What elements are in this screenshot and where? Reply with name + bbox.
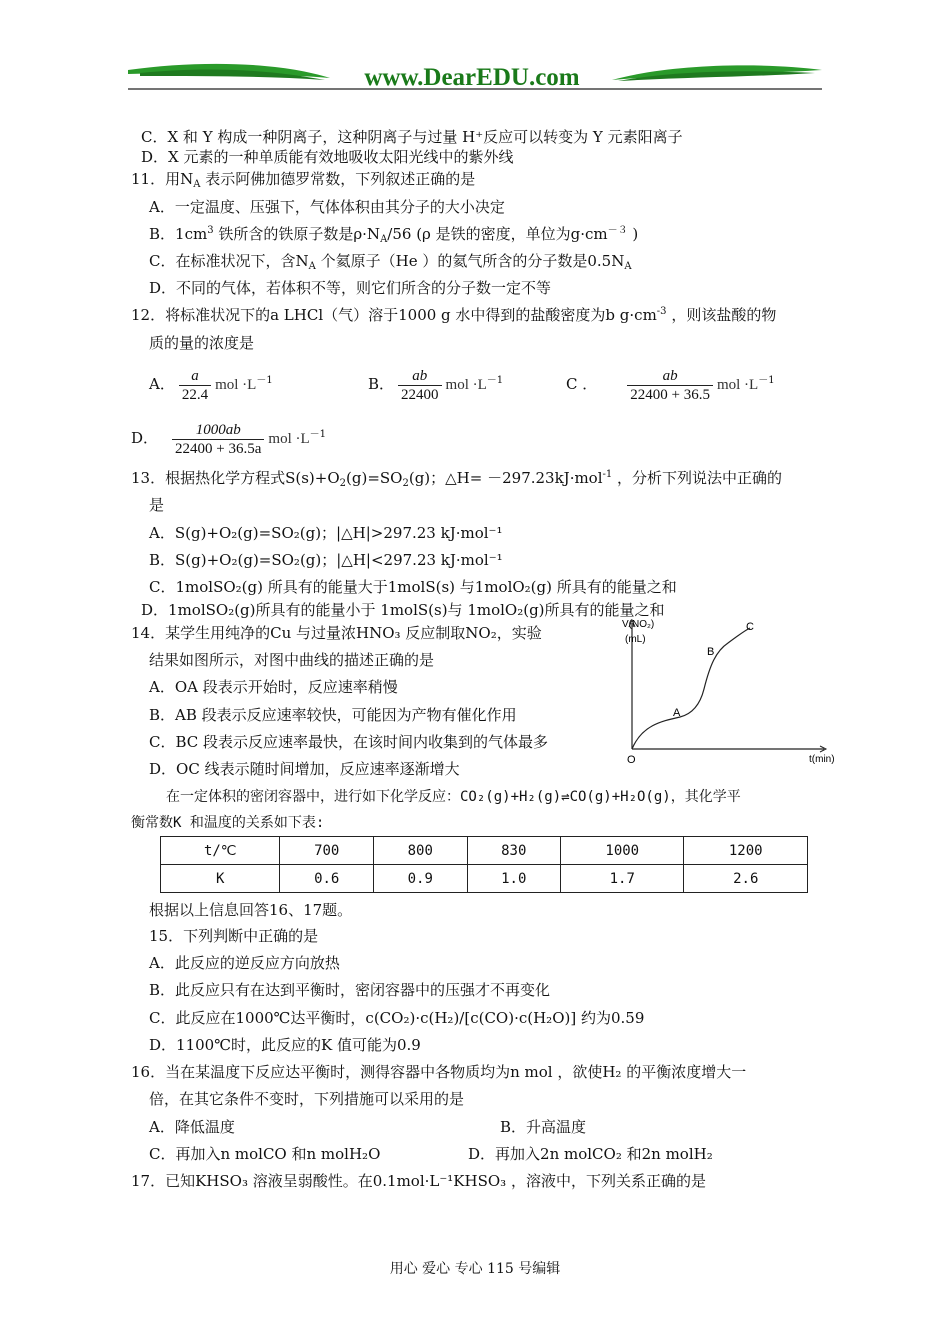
table-cell: 0.9	[373, 865, 467, 893]
q12-stem-line2: 质的量的浓度是	[149, 334, 255, 352]
q13-option-a: A．S(g)+O₂(g)=SO₂(g)；|△H|>297.23 kJ·mol⁻¹	[149, 524, 503, 542]
point-a-label: A	[673, 707, 681, 719]
q16-option-d: D．再加入2n molCO₂ 和2n molH₂	[468, 1145, 713, 1163]
table-row	[161, 865, 808, 893]
q10-option-d: D．X 元素的一种单质能有效地吸收太阳光线中的紫外线	[141, 148, 514, 166]
q15-option-d: D．1100℃时，此反应的K 值可能为0.9	[149, 1036, 421, 1054]
table-cell: 2.6	[684, 865, 808, 893]
q10-option-c: C．X 和 Y 构成一种阴离子，这种阴离子与过量 H⁺反应可以转变为 Y 元素阳离子	[141, 128, 683, 146]
q13-stem: 13．根据热化学方程式$S(s)+O_2(g)=SO_2(g)$；△H= －297.23kJ·mol$^{-1}$ ，分析下列说法中正确的	[131, 469, 783, 489]
page-footer: 用心 爱心 专心 115 号编辑	[389, 1261, 561, 1277]
q15-stem: 15．下列判断中正确的是	[149, 927, 319, 945]
q14-option-a: A．OA 段表示开始时，反应速率稍慢	[149, 678, 398, 696]
after-table-note: 根据以上信息回答16、17题。	[149, 901, 353, 919]
table-cell: K	[161, 865, 280, 893]
reaction-intro: 在一定体积的密闭容器中，进行如下化学反应：CO₂(g)+H₂(g)⇌CO(g)+H₂O(g)，其化学平	[166, 789, 741, 805]
q12-option-c: C ． $\frac{ab}{22400 + 36.5}$ mol $\cdot L^{-1}$	[566, 367, 775, 403]
q16-option-c: C．再加入n molCO 和n molH₂O	[149, 1145, 381, 1163]
q14-option-c: C．BC 段表示反应速率最快，在该时间内收集到的气体最多	[149, 733, 549, 751]
table-cell: 700	[280, 837, 374, 865]
fraction: $\frac{1000ab}{22400 + 36.5a}$	[172, 421, 264, 458]
q14-stem-line2: 结果如图所示，对图中曲线的描述正确的是	[149, 651, 435, 669]
origin-label: O	[627, 754, 636, 766]
y-axis-unit: (mL)	[625, 634, 646, 645]
table-cell: 800	[373, 837, 467, 865]
table-cell: 1.0	[467, 865, 561, 893]
fraction: $\frac{ab}{22400}$	[398, 367, 442, 404]
y-axis-label: V(NO₂)	[622, 619, 655, 630]
point-c-label: C	[746, 621, 754, 633]
header-banner	[0, 0, 950, 100]
q11-stem: 11．用$N_A$ 表示阿佛加德罗常数，下列叙述正确的是	[131, 170, 476, 190]
q16-stem: 16．当在某温度下反应达平衡时，测得容器中各物质均为n mol ，欲使H₂ 的平衡浓度增大一	[131, 1063, 747, 1081]
point-b-label: B	[707, 646, 715, 658]
q15-option-a: A．此反应的逆反应方向放热	[149, 954, 340, 972]
q17-stem: 17．已知KHSO₃ 溶液呈弱酸性。在0.1mol·L⁻¹KHSO₃ ，溶液中，下列关系正确的是	[131, 1172, 706, 1190]
fraction: $\frac{ab}{22400 + 36.5}$	[627, 367, 713, 404]
q11-option-d: D．不同的气体，若体积不等，则它们所含的分子数一定不等	[149, 279, 552, 297]
q15-option-b: B．此反应只有在达到平衡时，密闭容器中的压强才不再变化	[149, 981, 551, 999]
table-row	[161, 837, 808, 865]
q13-stem-line2: 是	[149, 496, 165, 514]
volume-time-graph	[592, 615, 842, 767]
q11-option-a: A．一定温度、压强下，气体体积由其分子的大小决定	[149, 198, 505, 216]
site-logo: www.DearEDU.com	[364, 64, 580, 91]
q11-option-c: C．在标准状况下，含$N_A$ 个氦原子（He ）的氦气所含的分子数是$0.5N_A$	[149, 252, 632, 272]
q16-option-a: A．降低温度	[149, 1118, 235, 1136]
reaction-curve	[632, 628, 750, 749]
q16-stem-line2: 倍，在其它条件不变时，下列措施可以采用的是	[149, 1090, 465, 1108]
table-cell: t/℃	[161, 837, 280, 865]
equilibrium-constant-table	[160, 836, 808, 893]
q12-option-b: B． $\frac{ab}{22400}$ mol $\cdot L^{-1}$	[368, 367, 504, 403]
table-cell: 1200	[684, 837, 808, 865]
table-cell: 830	[467, 837, 561, 865]
q14-option-d: D．OC 线表示随时间增加，反应速率逐渐增大	[149, 760, 460, 778]
q15-option-c: C．此反应在1000℃达平衡时，c(CO₂)·c(H₂)/[c(CO)·c(H₂O)] 约为0.59	[149, 1009, 645, 1027]
table-cell: 0.6	[280, 865, 374, 893]
reaction-intro-line2: 衡常数K 和温度的关系如下表:	[131, 815, 325, 831]
table-cell: 1.7	[561, 865, 684, 893]
table-cell: 1000	[561, 837, 684, 865]
q13-option-d: D．1molSO₂(g)所具有的能量小于 1molS(s)与 1molO₂(g)所具有的能量之和	[141, 601, 665, 619]
q12-option-a: A． $\frac{a}{22.4}$ mol $\cdot L^{-1}$	[149, 367, 273, 403]
q14-option-b: B．AB 段表示反应速率较快，可能因为产物有催化作用	[149, 706, 517, 724]
q13-option-c: C．1molSO₂(g) 所具有的能量大于1molS(s) 与1molO₂(g) 所具有的能量之和	[149, 578, 677, 596]
q16-option-b: B．升高温度	[500, 1118, 587, 1136]
q13-option-b: B．S(g)+O₂(g)=SO₂(g)；|△H|<297.23 kJ·mol⁻¹	[149, 551, 503, 569]
q12-stem: 12．将标准状况下的a LHCl（气）溶于1000 g 水中得到的盐酸密度为b $g\cdot cm^{-3}$ ，则该盐酸的物	[131, 306, 777, 324]
q12-option-d: D． $\frac{1000ab}{22400 + 36.5a}$ mol $\cdot L^{-1}$	[131, 421, 327, 457]
x-axis-label: t(min)	[809, 754, 835, 765]
q14-stem: 14．某学生用纯净的Cu 与过量浓HNO₃ 反应制取NO₂，实验	[131, 624, 542, 642]
q11-option-b: B．$1cm^3$ 铁所含的铁原子数是$\rho\cdot N_A/56$ (ρ 是铁的密度，单位为$g\cdot cm^{-3}$ )	[149, 225, 639, 245]
fraction: $\frac{a}{22.4}$	[179, 367, 211, 404]
